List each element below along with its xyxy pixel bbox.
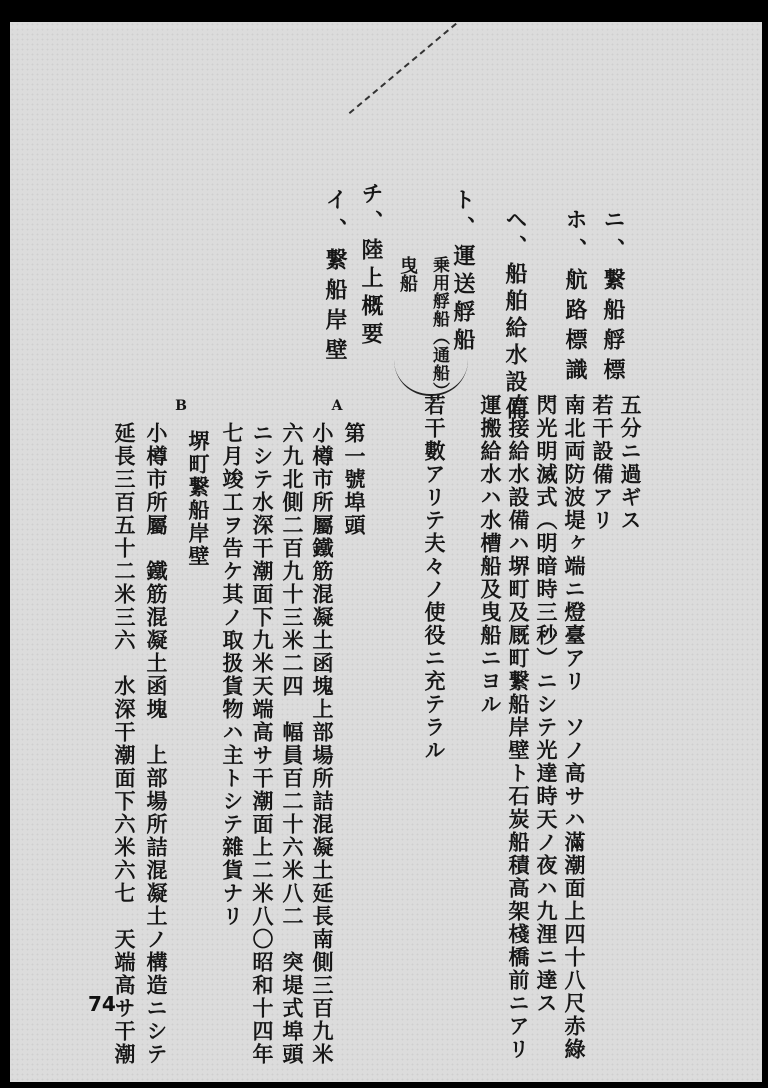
body-line-5: 直接給水設備ハ堺町及厩町繋船岸壁ト石炭船積高架棧橋前ニアリ [506,394,531,1061]
label-b: B [173,398,189,414]
heading-he: ヘ、船舶給水設備 [502,208,528,424]
page-number: 74 [88,992,116,1016]
label-a: A [329,398,345,414]
body-line-14: 小樽市所屬 鐵筋混凝土函塊 上部場所詰混凝土ノ構造ニシテ [144,422,169,1066]
body-line-13: 堺町繋船岸壁 [186,430,211,568]
bracket-mark [394,360,468,396]
dashed-mark [349,22,474,116]
body-line-1: 五分ニ過ギス [618,394,643,532]
body-line-9: 小樽市所屬鐵筋混凝土函塊上部場所詰混凝土延長南側三百九米 [310,422,335,1066]
body-line-2: 若干設備アリ [590,394,615,532]
body-line-3: 南北両防波堤ヶ端ニ燈臺アリ ソノ高サハ滿潮面上四十八尺赤綠 [562,394,587,1061]
document-page [10,22,762,1082]
body-line-15: 延長三百五十二米三六 水深干潮面下六米六七 天端高サ干潮 [112,422,137,1066]
heading-to-sub: 曳船 [397,256,418,292]
body-line-11: ニシテ水深干潮面下九米天端高サ干潮面上二米八〇昭和十四年 [250,422,275,1066]
body-line-4: 閃光明滅式（明暗時三秒）ニシテ光達時天ノ夜ハ九浬ニ達ス [534,394,559,1015]
heading-ho: ホ、航路標識 [562,208,588,388]
body-line-12: 七月竣工ヲ告ケ其ノ取扱貨物ハ主トシテ雜貨ナリ [220,422,245,928]
heading-chi: チ、陸上概要 [358,182,384,350]
heading-i: イ、繋船岸壁 [322,188,348,368]
body-line-6: 運搬給水ハ水槽船及曳船ニヨル [478,394,503,716]
body-line-10: 六九北側二百九十三米二四 幅員百二十六米八二 突堤式埠頭 [280,422,305,1066]
heading-to-note: 乗用艀船（通船） [429,256,449,400]
body-line-8: 第一號埠頭 [342,422,367,537]
heading-ni: ニ、繋船艀標 [600,208,626,388]
body-line-7: 若干數アリテ夫々ノ使役ニ充テラル [422,394,447,762]
heading-to: ト、運送艀船 [450,188,476,356]
